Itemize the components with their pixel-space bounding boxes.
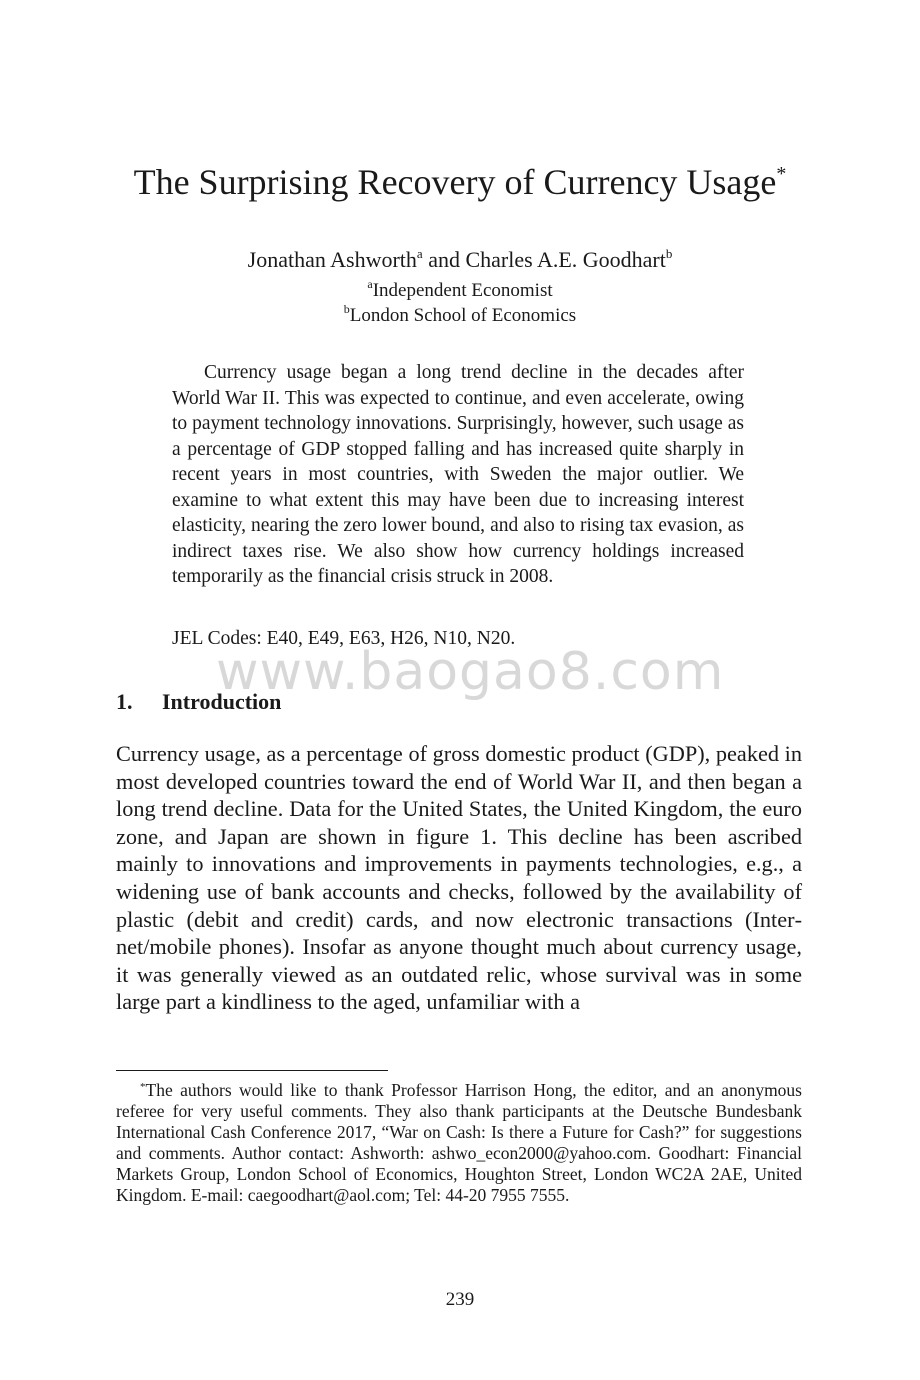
footnote-text: The authors would like to thank Professor Harrison Hong, the editor, and an anonymous referee for very useful comments. They also thank participants at the Deutsche Bundesbank International Cash Conference 2017, “War on Cash: Is there a Future for Cash?” for suggestions and comments. Author contact: Ashworth: ashwo_econ2000@yahoo.com. Goodhart: Financial Markets Group, London School of Economics, Houghton Street, London WC2A 2AE, United Kingdom. E-mail: caegoodhart@aol.com; Tel: 44-20 7955 7555. bbox=[116, 1080, 802, 1205]
paper-title bbox=[0, 150, 920, 206]
author-line bbox=[0, 240, 920, 274]
author-name: Jonathan Ashworth bbox=[247, 247, 417, 272]
jel-codes: JEL Codes: E40, E49, E63, H26, N10, N20. bbox=[172, 628, 516, 649]
section-number: 1. bbox=[116, 689, 133, 714]
footnote-marker: * bbox=[140, 1081, 146, 1093]
author-conjunction: and bbox=[422, 247, 466, 272]
title-footnote-marker: * bbox=[776, 163, 787, 185]
author-affiliation-mark: a bbox=[416, 246, 423, 261]
watermark: www.baogao8.com bbox=[216, 642, 725, 702]
author-name: Charles A.E. Goodhart bbox=[465, 247, 666, 272]
section-heading bbox=[116, 688, 281, 716]
page-number: 239 bbox=[445, 1289, 475, 1310]
affiliation-name: Independent Economist bbox=[372, 280, 553, 301]
author-affiliation-mark: b bbox=[665, 246, 673, 261]
footnote bbox=[116, 1077, 802, 1206]
footnote-rule bbox=[116, 1070, 388, 1071]
paper-title-text: The Surprising Recovery of Currency Usage bbox=[133, 162, 777, 202]
affiliation-mark: a bbox=[367, 277, 373, 291]
affiliation-name: London School of Economics bbox=[349, 305, 577, 326]
abstract: Currency usage began a long trend decline in the decades after World War II. This was expected to continue, and even accelerate, owing to payment technology innovations. Surprisingly, however, such usage as a percentage of GDP stopped falling and has increased quite sharply in recent years in most countries, with Sweden the major outlier. We examine to what extent this may have been due to increasing interest elasticity, nearing the zero lower bound, and also to rising tax evasion, as indirect taxes rise. We also show how currency holdings increased temporarily as the financial crisis struck in 2008. bbox=[172, 362, 744, 587]
affiliation-mark: b bbox=[343, 302, 350, 316]
body-paragraph: Currency usage, as a percentage of gross domestic product (GDP), peaked in most developed countries toward the end of World War II, and then began a long trend decline. Data for the United States, the United Kingdom, the euro zone, and Japan are shown in figure 1. This decline has been ascribed mainly to innovations and improvements in payments technologies, e.g., a widening use of bank accounts and checks, followed by the availability of plastic (debit and credit) cards, and now electronic transactions (Internet/mobile phones). Insofar as anyone thought much about currency usage, it was generally viewed as an outdated relic, whose survival was in some large part a kindliness to the aged, unfamiliar with a bbox=[116, 741, 802, 1015]
section-title: Introduction bbox=[162, 689, 282, 714]
affiliation bbox=[0, 297, 920, 328]
